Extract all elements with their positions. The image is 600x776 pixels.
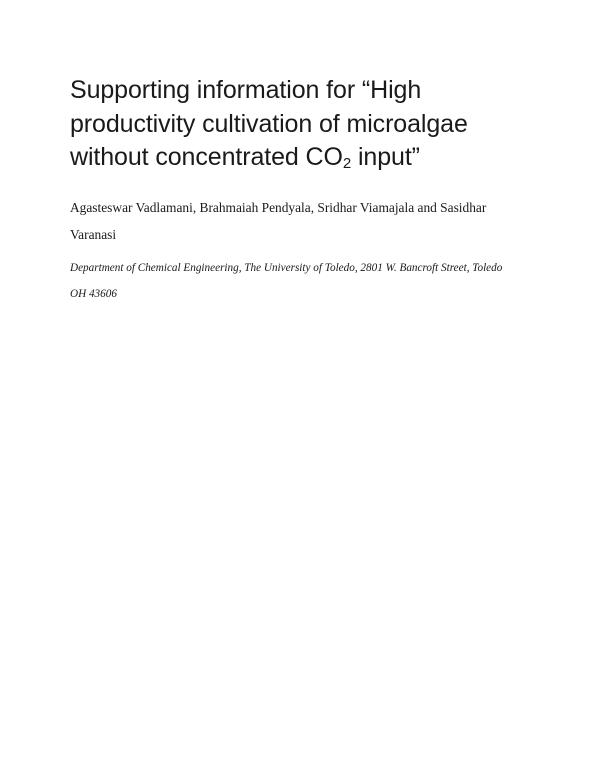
author-list [70,194,540,248]
authors-line-1: Agasteswar Vadlamani, Brahmaiah Pendyala, Sridhar Viamajala and Sasidhar [70,200,487,215]
co2-subscript: 2 [342,155,352,172]
affiliation [70,255,550,307]
title-line-2: productivity cultivation of microalgae [70,109,468,138]
title-line-3 [70,141,570,175]
affiliation-line-2: OH 43606 [70,288,117,300]
authors-line-2: Varanasi [70,227,117,242]
title-line-1: Supporting information for “High [70,76,422,104]
paper-title [70,74,570,175]
title-line-3-tail: input” [351,143,420,171]
affiliation-line-1: Department of Chemical Engineering, The University of Toledo, 2801 W. Bancroft Street, Toledo [70,262,503,274]
title-line-3-text: without concentrated CO [70,143,343,171]
